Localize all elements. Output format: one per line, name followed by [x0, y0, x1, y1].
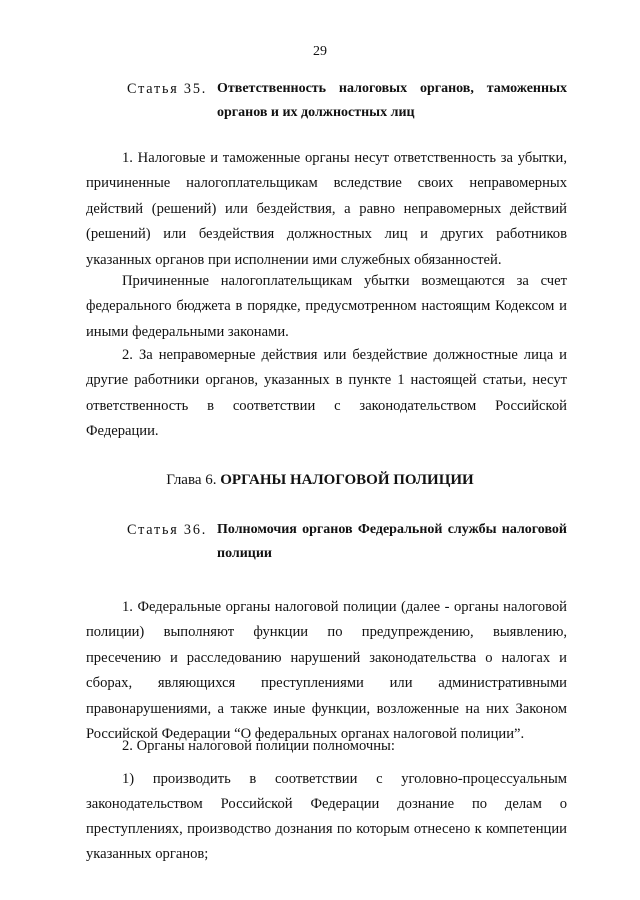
article-36-paragraph-3: 1) производить в соответствии с уголовно-процессуальным законодательством Российской Федерации дознание по делам о преступлениях, производство дознания по которым отнесено к компетенции указанных органов;	[86, 771, 567, 862]
article-35-paragraph-3: 2. За неправомерные действия или бездействие должностные лица и другие работники органов, указанных в пункте 1 настоящей статьи, несут ответственность в соответствии с законодательством Российской Федерации.	[86, 347, 567, 440]
article-35-heading	[127, 77, 567, 125]
chapter-heading	[0, 472, 640, 489]
page-number: 29	[313, 44, 327, 59]
article-35-paragraph-2: Причиненные налогоплательщикам убытки возмещаются за счет федерального бюджета в порядке, предусмотренном настоящим Кодексом и иными федеральными законами.	[86, 273, 567, 340]
article-36-paragraph-1: 1. Федеральные органы налоговой полиции (далее - органы налоговой полиции) выполняют функции по предупреждению, выявлению, пресечению и расследованию нарушений законодательства о налогах и сборах, являющихся преступлениями или административными правонарушениями, а также иные функции, возложенные на них Законом Российской Федерации “О федеральных органах налоговой полиции”.	[86, 599, 567, 743]
article-35-paragraph-1: 1. Налоговые и таможенные органы несут ответственность за убытки, причиненные налогоплательщикам вследствие своих неправомерных действий (решений) или бездействия, а равно неправомерных действий (решений) или бездействия должностных лиц и других работников указанных органов при исполнении ими служебных обязанностей.	[86, 150, 567, 268]
chapter-title: ОРГАНЫ НАЛОГОВОЙ ПОЛИЦИИ	[220, 472, 474, 488]
article-36-heading	[127, 518, 567, 566]
article-35-label: Статья 35.	[127, 81, 208, 97]
article-35-title: Ответственность налоговых органов, таможенных органов и их должностных лиц	[217, 81, 567, 120]
article-36-label: Статья 36.	[127, 522, 208, 538]
chapter-label: Глава 6.	[166, 472, 217, 488]
article-36-paragraph-2: 2. Органы налоговой полиции полномочны:	[122, 738, 395, 754]
article-36-title: Полномочия органов Федеральной службы налоговой полиции	[217, 522, 567, 561]
